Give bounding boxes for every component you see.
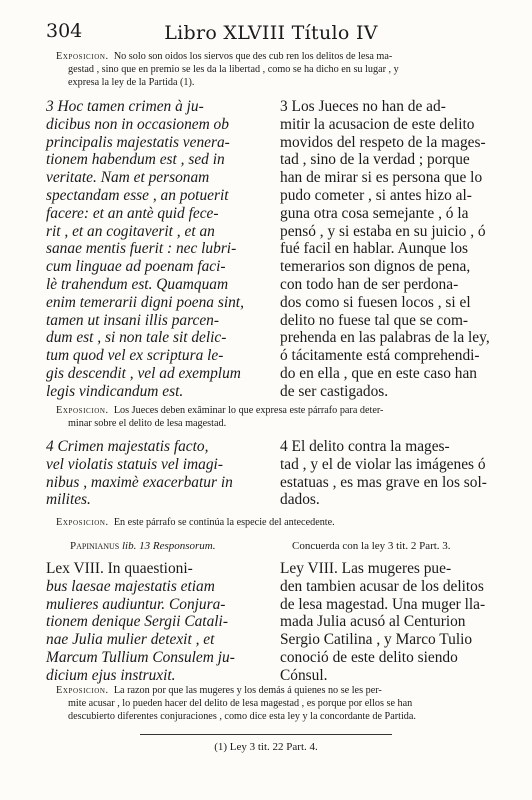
latin-line: Marcum Tullium Consulem ju- [46,648,235,666]
spanish-line: do en ella , que en este caso han [280,364,478,382]
spanish-line: 4 El delito contra la mages- [280,438,450,455]
spanish-line: guna otra cosa semejante , ó la [280,204,469,222]
note-line: expresa la ley de la Partida (1). [68,77,195,88]
latin-line: bus laesae majestatis etiam [46,577,215,595]
note-line: descubierto diferentes conjuraciones , como dice esta ley y la concordante de Partida. [68,711,416,722]
latin-line: tamen ut insani illis parcen- [46,311,219,329]
spanish-line: con todo han de ser perdona- [280,275,459,293]
exposicion-note-3 [56,516,496,529]
note-line: La razon por que las mugeres y los demás á quienes no se les per- [113,685,382,696]
latin-line: gis descendit , vel ad exemplum [46,364,241,382]
note-line: minar sobre el delito de lesa magestad. [68,418,227,429]
spanish-line: movidos del respeto de la mages- [280,133,486,151]
spanish-line: ó tácitamente está comprehendi- [280,347,480,365]
note-line: No solo son oidos los siervos que des cub ren los delitos de lesa ma- [113,51,393,62]
latin-line: enim temerarii digni poena sint, [46,293,244,311]
spanish-line: Cónsul. [280,666,328,684]
spanish-column-section-3 [280,98,498,401]
note-label: Exposicion. [56,51,109,62]
latin-line: tionem habendum est , sed in [46,151,225,169]
spanish-line: tad , y el de violar las imágenes ó [280,455,486,473]
spanish-line: 3 Los Jueces no han de ad- [280,98,446,115]
latin-line: spectandam esse , an potuerit [46,186,229,204]
spanish-line: de ser castigados. [280,382,389,400]
spanish-line: prehenda en las palabras de la ley, [280,329,490,347]
spanish-line: conoció de este delito siendo [280,648,458,666]
latin-line: legis vindicandum est. [46,382,184,400]
note-line: gestad , sino que en premio se les da la libertad , como se ha dicho en su lugar , y [68,64,399,75]
exposicion-note-4 [56,684,496,723]
note-line: Los Jueces deben exâminar lo que expresa este párrafo para deter- [113,405,384,416]
latin-line: Lex VIII. In quaestioni- [46,560,193,577]
spanish-line: mada Julia acusó al Centurion [280,613,466,631]
latin-column-section-3 [46,98,268,401]
spanish-line: Sergio Catilina , y Marco Tulio [280,631,473,649]
exposicion-note-1 [56,50,496,89]
footnote-divider [140,734,392,735]
spanish-column-section-4 [280,438,498,509]
source-author: Papinianus [70,540,120,552]
source-reference: lib. 13 Responsorum. [121,540,216,552]
latin-line: tionem denique Sergii Catali- [46,613,228,631]
spanish-line: mitir la acusacion de este delito [280,115,475,133]
spanish-line: pudo cometer , si antes hizo al- [280,186,472,204]
footnote: (1) Ley 3 tit. 22 Part. 4. [214,741,318,753]
note-label: Exposicion. [56,685,109,696]
running-head: Libro XLVIII Título IV [164,22,378,44]
latin-line: principalis majestatis venera- [46,133,230,151]
latin-line: 3 Hoc tamen crimen à ju- [46,98,204,115]
spanish-line: tad , sino de la verdad ; porque [280,151,470,169]
latin-line: rit , et an cogitaverit , et an [46,222,215,240]
latin-line: dum est , si non tale sit delic- [46,329,227,347]
spanish-line: temerarios son dignos de pena, [280,258,471,276]
latin-line: veritate. Nam et personam [46,169,210,187]
source-heading-spanish: Concuerda con la ley 3 tit. 2 Part. 3. [292,540,451,552]
latin-line: nibus , maximè exacerbatur in [46,473,233,491]
latin-column-section-4 [46,438,268,509]
note-label: Exposicion. [56,517,109,528]
spanish-line: dados. [280,491,320,509]
spanish-line: de lesa magestad. Una muger lla- [280,595,486,613]
source-heading-latin [70,540,215,552]
exposicion-note-2 [56,404,496,430]
latin-line: milites. [46,491,91,509]
latin-line: mulieres audiuntur. Conjura- [46,595,226,613]
spanish-line: delito no fuese tal que se com- [280,311,469,329]
latin-line: dicibus non in occasionem ob [46,115,229,133]
latin-line: dicium ejus instruxit. [46,666,176,684]
page-header [46,20,496,46]
spanish-line: estatuas , es mas grave en los sol- [280,473,487,491]
latin-line: facere: et an antè quid fece- [46,204,219,222]
latin-line: sanae mentis fuerit : nec lubri- [46,240,237,258]
latin-line: tum quod vel ex scriptura le- [46,347,224,365]
latin-line: cum linguae ad poenam faci- [46,258,226,276]
latin-column-lex-8 [46,560,268,685]
spanish-line: fué facil en hablar. Aunque los [280,240,469,258]
page-number: 304 [46,20,83,42]
latin-line: lè trahendum est. Quamquam [46,275,229,293]
spanish-line: Ley VIII. Las mugeres pue- [280,560,452,577]
spanish-line: den tambien acusar de los delitos [280,577,484,595]
note-label: Exposicion. [56,405,109,416]
latin-line: vel violatis statuis vel imagi- [46,455,223,473]
spanish-column-ley-8 [280,560,498,685]
latin-line: 4 Crimen majestatis facto, [46,438,209,455]
note-line: En este párrafo se continúa la especie del antecedente. [113,517,335,528]
spanish-line: dos como si fuesen locos , si el [280,293,471,311]
latin-line: nae Julia mulier detexit , et [46,631,215,649]
spanish-line: pensó , y si estaba en su juicio , ó [280,222,486,240]
spanish-line: han de mirar si es persona que lo [280,169,483,187]
note-line: mite acusar , lo pueden hacer del delito de lesa magestad , es porque por ellos se han [68,698,413,709]
